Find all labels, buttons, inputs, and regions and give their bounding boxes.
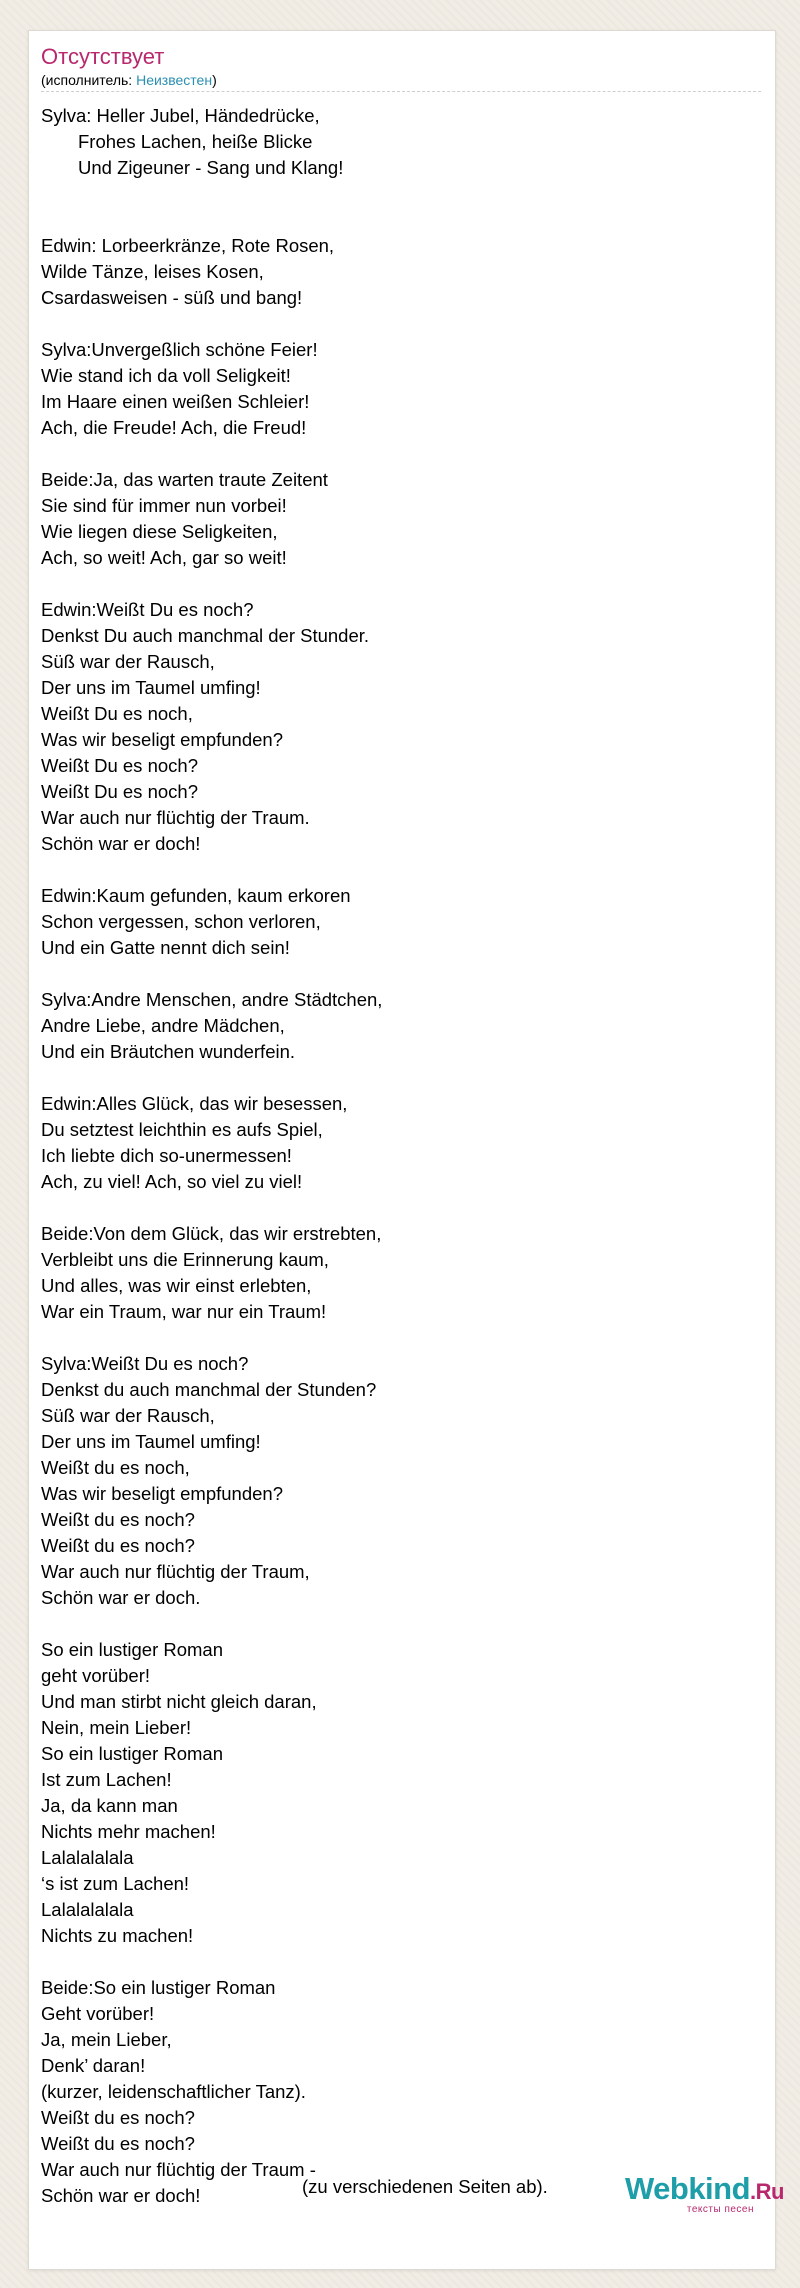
stanza-gap (41, 1065, 741, 1091)
performer-link[interactable]: Неизвестен (136, 72, 213, 88)
lyric-line: Weißt Du es noch? (41, 781, 198, 802)
lyric-line: Sylva: Heller Jubel, Händedrücke, (41, 105, 320, 126)
stanza-gap (41, 441, 741, 467)
lyrics-text (41, 103, 741, 2209)
lyric-line: Schön war er doch! (41, 2185, 201, 2206)
lyric-line: Und Zigeuner - Sang und Klang! (78, 157, 344, 178)
lyric-line: Weißt du es noch, (41, 1457, 190, 1478)
lyric-line: War ein Traum, war nur ein Traum! (41, 1301, 327, 1322)
lyric-line: Ach, die Freude! Ach, die Freud! (41, 417, 307, 438)
lyric-line: Verbleibt uns die Erinnerung kaum, (41, 1249, 329, 1270)
lyric-line: Weißt du es noch? (41, 2133, 195, 2154)
lyric-line: ‘s ist zum Lachen! (41, 1873, 190, 1894)
lyric-line: Der uns im Taumel umfing! (41, 1431, 261, 1452)
lyric-line: Ja, da kann man (41, 1795, 178, 1816)
header-divider (41, 91, 761, 92)
performer-prefix: (исполнитель: (41, 72, 137, 88)
stage-direction: (zu verschiedenen Seiten ab). (302, 2176, 548, 2197)
lyric-line: Edwin:Kaum gefunden, kaum erkoren (41, 885, 351, 906)
stanza-gap (41, 571, 741, 597)
lyric-line: Und alles, was wir einst erlebten, (41, 1275, 312, 1296)
lyric-line: Edwin: Lorbeerkränze, Rote Rosen, (41, 235, 335, 256)
lyric-line: Der uns im Taumel umfing! (41, 677, 261, 698)
lyric-line: Wie stand ich da voll Seligkeit! (41, 365, 291, 386)
stanza-gap (41, 1611, 741, 1637)
stanza-gap (41, 961, 741, 987)
lyric-line: War auch nur flüchtig der Traum. (41, 807, 310, 828)
lyric-line: Was wir beseligt empfunden? (41, 1483, 283, 1504)
lyric-line: Denkst Du auch manchmal der Stunder. (41, 625, 370, 646)
lyric-line: Weißt Du es noch, (41, 703, 193, 724)
lyric-line: Nichts mehr machen! (41, 1821, 216, 1842)
lyric-line: (kurzer, leidenschaftlicher Tanz). (41, 2081, 306, 2102)
lyric-line: Ist zum Lachen! (41, 1769, 172, 1790)
lyric-line: Lalalalalala (41, 1899, 134, 1920)
lyric-line: Lalalalalala (41, 1847, 134, 1868)
lyric-line: Beide:So ein lustiger Roman (41, 1977, 276, 1998)
lyric-line: Beide:Von dem Glück, das wir erstrebten, (41, 1223, 382, 1244)
stanza-gap (41, 1325, 741, 1351)
lyric-line: Denk’ daran! (41, 2055, 146, 2076)
lyric-line: Beide:Ja, das warten traute Zeitent (41, 469, 328, 490)
lyric-line: Nein, mein Lieber! (41, 1717, 192, 1738)
lyric-line: Nichts zu machen! (41, 1925, 194, 1946)
lyric-line: Ja, mein Lieber, (41, 2029, 172, 2050)
lyric-line: Sie sind für immer nun vorbei! (41, 495, 287, 516)
logo-name: Webkind (624, 2171, 751, 2206)
lyric-line: Denkst du auch manchmal der Stunden? (41, 1379, 377, 1400)
lyric-line: Geht vorüber! (41, 2003, 155, 2024)
stanza-gap (41, 857, 741, 883)
lyric-line: Csardasweisen - süß und bang! (41, 287, 303, 308)
lyric-line: Andre Liebe, andre Mädchen, (41, 1015, 285, 1036)
logo-tagline: тексты песен (686, 2204, 754, 2215)
lyric-line: Edwin:Weißt Du es noch? (41, 599, 254, 620)
stanza-gap (41, 181, 741, 233)
lyric-line: Weißt du es noch? (41, 1509, 195, 1530)
lyric-line: Und ein Gatte nennt dich sein! (41, 937, 290, 958)
lyric-line: Weißt du es noch? (41, 1535, 195, 1556)
song-title: Отсутствует (41, 44, 165, 69)
lyrics-card (28, 30, 776, 2270)
lyric-line: Wie liegen diese Seligkeiten, (41, 521, 278, 542)
lyric-line: Frohes Lachen, heiße Blicke (78, 131, 313, 152)
performer-suffix: ) (212, 72, 217, 88)
lyric-line: Weißt du es noch? (41, 2107, 195, 2128)
lyric-line: Sylva:Weißt Du es noch? (41, 1353, 249, 1374)
stanza-gap (41, 1949, 741, 1975)
lyric-line: Ach, zu viel! Ach, so viel zu viel! (41, 1171, 303, 1192)
lyric-line: Weißt Du es noch? (41, 755, 198, 776)
lyric-line: Edwin:Alles Glück, das wir besessen, (41, 1093, 348, 1114)
lyric-line: Sylva:Andre Menschen, andre Städtchen, (41, 989, 383, 1010)
lyric-line: So ein lustiger Roman (41, 1639, 224, 1660)
stanza-gap (41, 1195, 741, 1221)
lyric-line: Sylva:Unvergeßlich schöne Feier! (41, 339, 318, 360)
lyric-line: Und ein Bräutchen wunderfein. (41, 1041, 296, 1062)
stanza-gap (41, 311, 741, 337)
lyric-line: Was wir beseligt empfunden? (41, 729, 283, 750)
lyric-line: Süß war der Rausch, (41, 1405, 215, 1426)
performer-line (41, 71, 761, 89)
lyric-line: Süß war der Rausch, (41, 651, 215, 672)
song-header (41, 43, 761, 92)
lyric-line: Schon vergessen, schon verloren, (41, 911, 321, 932)
lyric-line: Schön war er doch. (41, 1587, 201, 1608)
lyric-line: Ich liebte dich so-unermessen! (41, 1145, 292, 1166)
lyric-line: geht vorüber! (41, 1665, 151, 1686)
lyric-line: Wilde Tänze, leises Kosen, (41, 261, 264, 282)
lyric-line: War auch nur flüchtig der Traum - (41, 2159, 316, 2180)
logo-tld: .Ru (750, 2179, 784, 2204)
lyric-line: So ein lustiger Roman (41, 1743, 224, 1764)
lyric-line: Du setztest leichthin es aufs Spiel, (41, 1119, 323, 1140)
lyric-line: Im Haare einen weißen Schleier! (41, 391, 310, 412)
site-logo[interactable] (618, 2172, 788, 2218)
lyric-line: War auch nur flüchtig der Traum, (41, 1561, 310, 1582)
lyric-line: Schön war er doch! (41, 833, 201, 854)
lyric-line: Ach, so weit! Ach, gar so weit! (41, 547, 287, 568)
lyric-line: Und man stirbt nicht gleich daran, (41, 1691, 317, 1712)
